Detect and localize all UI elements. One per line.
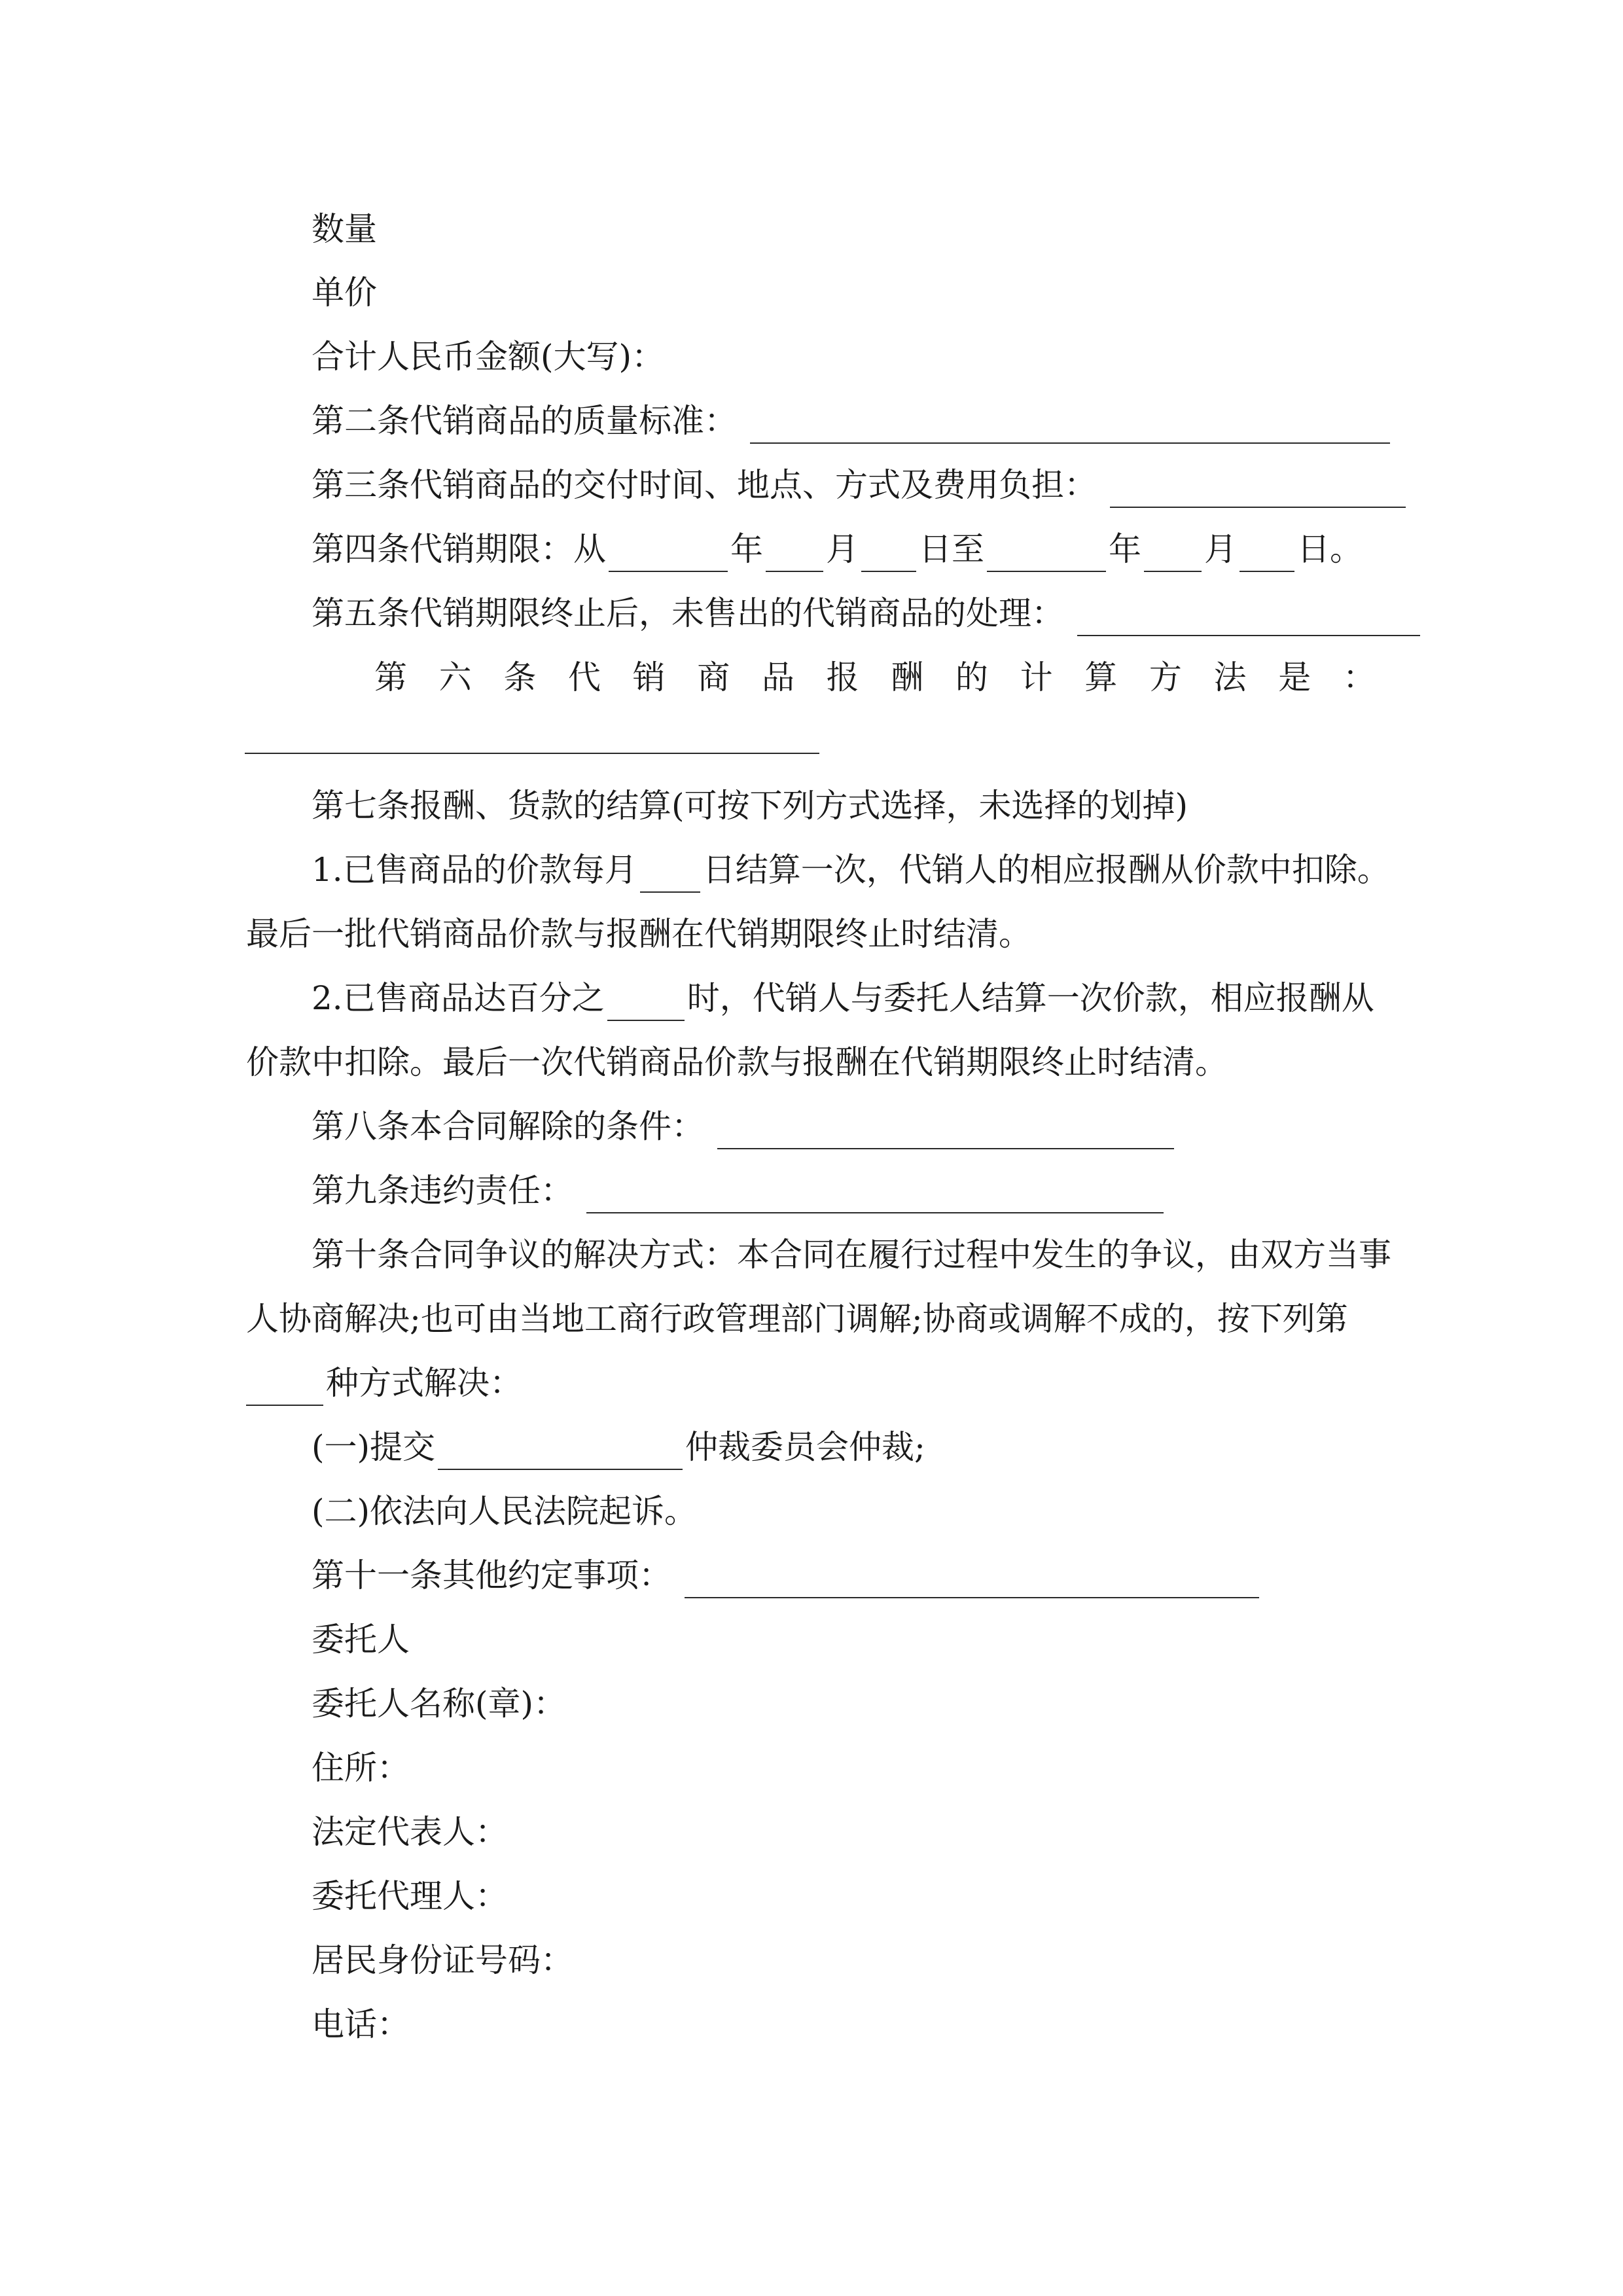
clause-6-char: 条 <box>503 658 537 696</box>
settlement-option-2 <box>312 975 1374 1021</box>
clause-6-remuneration <box>374 655 1376 700</box>
clause-6-char: 商 <box>697 658 730 696</box>
total-amount-text: 合计人民币金额(大写)： <box>312 338 665 376</box>
end-month-field[interactable] <box>1144 534 1202 572</box>
clause-3-delivery <box>312 462 1408 508</box>
principal-name-text: 委托人名称(章)： <box>312 1685 567 1723</box>
clause-6-char: 的 <box>955 658 988 696</box>
option-1-text-b: 日结算一次，代销人的相应报酬从价款中扣除。 <box>702 851 1390 889</box>
clause-8-termination <box>312 1103 1177 1149</box>
authorized-agent-label <box>312 1873 508 1919</box>
month-label: 月 <box>826 530 859 568</box>
day-end-label: 日。 <box>1297 530 1363 568</box>
legal-representative-text: 法定代表人： <box>312 1813 508 1851</box>
clause-6-char: 酬 <box>891 658 924 696</box>
clause-10-dispute <box>312 1232 1391 1278</box>
year-label: 年 <box>730 530 763 568</box>
legal-representative-label <box>312 1809 508 1855</box>
clause-10-text-a: 第十条合同争议的解决方式：本合同在履行过程中发生的争议，由双方当事 <box>312 1236 1391 1274</box>
month-label: 月 <box>1204 530 1237 568</box>
settlement-option-1 <box>312 847 1390 893</box>
id-number-text: 居民身份证号码： <box>312 1941 573 1979</box>
termination-conditions-field[interactable] <box>717 1111 1174 1149</box>
option-1-text-a: 1.已售商品的价款每月 <box>312 851 637 889</box>
year-label: 年 <box>1109 530 1141 568</box>
clause-6-char: 销 <box>632 658 666 696</box>
clause-7-settlement <box>312 783 1188 829</box>
court-text: (二)依法向人民法院起诉。 <box>312 1492 698 1530</box>
dispute-option-court <box>312 1488 697 1534</box>
clause-5-text: 第五条代销期限终止后，未售出的代销商品的处理： <box>312 594 1064 632</box>
settlement-option-1-cont <box>246 911 1031 957</box>
unit-price-label <box>312 270 377 315</box>
clause-6-char: 六 <box>438 658 472 696</box>
clause-10-text-c: 种方式解决： <box>326 1364 522 1402</box>
clause-11-other <box>312 1552 1262 1598</box>
other-matters-field[interactable] <box>685 1560 1259 1598</box>
end-year-field[interactable] <box>987 534 1106 572</box>
clause-6-char: 是 <box>1278 658 1311 696</box>
clause-10-dispute-cont <box>246 1296 1348 1342</box>
principal-name-label <box>312 1681 566 1727</box>
id-number-label <box>312 1937 573 1983</box>
quantity-text: 数量 <box>312 210 377 248</box>
clause-9-liability <box>312 1168 1166 1213</box>
percentage-field[interactable] <box>607 983 685 1021</box>
end-day-field[interactable] <box>1240 534 1294 572</box>
phone-text: 电话： <box>312 2005 410 2043</box>
day-to-label: 日至 <box>919 530 984 568</box>
arbitration-text-a: (一)提交 <box>312 1428 436 1466</box>
clause-2-text: 第二条代销商品的质量标准： <box>312 402 737 440</box>
phone-label <box>312 2001 410 2047</box>
principal-text: 委托人 <box>312 1621 410 1659</box>
clause-8-text: 第八条本合同解除的条件： <box>312 1107 704 1145</box>
clause-6-char: 法 <box>1213 658 1247 696</box>
address-label <box>312 1745 410 1791</box>
unit-price-text: 单价 <box>312 274 377 312</box>
address-text: 住所： <box>312 1749 410 1787</box>
clause-11-text: 第十一条其他约定事项： <box>312 1556 671 1594</box>
liability-field[interactable] <box>586 1175 1164 1213</box>
clause-4-period <box>312 526 1363 572</box>
clause-6-char: 方 <box>1149 658 1182 696</box>
settlement-option-2-cont <box>246 1039 1228 1085</box>
start-month-field[interactable] <box>766 534 823 572</box>
clause-4-text: 第四条代销期限：从 <box>312 530 606 568</box>
option-1-text-c: 最后一批代销商品价款与报酬在代销期限终止时结清。 <box>246 915 1031 953</box>
clause-6-char: 报 <box>826 658 859 696</box>
clause-10-text-b: 人协商解决;也可由当地工商行政管理部门调解;协商或调解不成的，按下列第 <box>246 1300 1348 1338</box>
quality-standard-field[interactable] <box>750 406 1390 444</box>
clause-7-text: 第七条报酬、货款的结算(可按下列方式选择，未选择的划掉) <box>312 787 1188 825</box>
arbitration-committee-field[interactable] <box>438 1432 683 1470</box>
option-2-text-c: 价款中扣除。最后一次代销商品价款与报酬在代销期限终止时结清。 <box>246 1043 1228 1081</box>
principal-heading <box>312 1617 410 1662</box>
resolution-method-field[interactable] <box>246 1368 323 1406</box>
start-day-field[interactable] <box>861 534 916 572</box>
option-2-text-a: 2.已售商品达百分之 <box>312 979 605 1017</box>
clause-10-method-choice <box>246 1360 522 1406</box>
clause-5-unsold-goods <box>312 590 1423 636</box>
unsold-goods-field[interactable] <box>1077 598 1420 636</box>
dispute-option-arbitration <box>312 1424 925 1470</box>
clause-6-char: ： <box>1342 658 1376 696</box>
clause-9-text: 第九条违约责任： <box>312 1172 573 1210</box>
clause-6-char: 算 <box>1084 658 1118 696</box>
option-2-text-b: 时，代销人与委托人结算一次价款，相应报酬从 <box>687 979 1374 1017</box>
clause-2-quality-standard <box>312 398 1393 444</box>
authorized-agent-text: 委托代理人： <box>312 1877 508 1915</box>
start-year-field[interactable] <box>609 534 728 572</box>
clause-6-char: 品 <box>761 658 794 696</box>
clause-6-char: 计 <box>1020 658 1053 696</box>
quantity-label <box>312 206 377 252</box>
clause-6-char: 代 <box>567 658 601 696</box>
remuneration-method-field[interactable] <box>245 753 819 754</box>
total-amount-label <box>312 334 664 380</box>
clause-6-char: 第 <box>374 658 407 696</box>
arbitration-text-b: 仲裁委员会仲裁; <box>685 1428 925 1466</box>
delivery-terms-field[interactable] <box>1110 470 1406 508</box>
clause-3-text: 第三条代销商品的交付时间、地点、方式及费用负担： <box>312 466 1097 504</box>
monthly-day-field[interactable] <box>640 855 700 893</box>
